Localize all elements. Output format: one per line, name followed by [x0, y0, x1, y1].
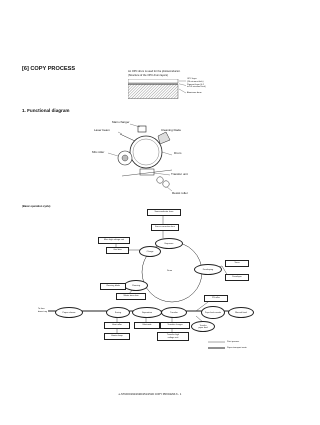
node-charge: Charge — [139, 246, 161, 257]
opc-layer-label4: to 0.3 microns thick) — [187, 86, 206, 88]
label-drum: Drum — [174, 151, 182, 155]
opc-caption-line1: An OPC drum is used for the photoconductor. — [128, 70, 181, 73]
node-fusing: Fusing — [106, 307, 130, 318]
node-separation: Separation — [132, 307, 162, 318]
box-ps-roller: PS roller — [204, 295, 228, 302]
box-heater-lamp: Heater lamp — [104, 333, 130, 340]
label-to-face-down-2: down tray — [38, 311, 48, 313]
label-main-charger: Main charger — [112, 120, 130, 124]
legend-print-process: Print process — [227, 341, 240, 343]
box-main-high-voltage: Main high voltage unit — [98, 237, 130, 244]
opc-caption-line2: (Structure of the OPC drum layers) — [128, 73, 169, 77]
label-cleaning-blade: Cleaning blade — [161, 128, 182, 132]
box-toner: Toner — [225, 260, 249, 267]
label-resist-roller: Resist roller — [172, 191, 188, 195]
node-cleaning: Cleaning — [124, 280, 148, 291]
box-heat-roller: Heat roller — [104, 322, 130, 329]
transfer-paper-feed-line1: Transfer — [199, 324, 207, 327]
legend-paper-transport: Paper transport route — [227, 347, 247, 349]
page-footer: e-STUDIO162/162D/151/151D COPY PROCESS 6 - 1 — [118, 393, 182, 396]
opc-layer-label2: (20 microns thick) — [187, 80, 204, 83]
node-manual-feed: Manual feed — [228, 307, 254, 318]
box-electrode: Electrode — [134, 322, 160, 329]
node-paper-release: Paper release — [55, 307, 83, 318]
label-cycle-drum: Drum — [167, 270, 173, 272]
cycle-caption: (Basic operation cycle) — [22, 205, 51, 208]
box-waste-toner-box: Waste toner box — [116, 293, 146, 300]
opc-layer-label5: Aluminum drum — [187, 91, 202, 94]
transfer-high-voltage-line2: voltage unit — [167, 336, 179, 339]
functional-diagram-heading: 1. Functional diagram — [22, 108, 70, 113]
transfer-high-voltage-line1: Transfer high — [166, 334, 180, 337]
node-paper-feed-cassette: Paper feed cassette — [201, 306, 225, 319]
box-transfer-charger: Transfer charger — [160, 322, 190, 329]
opc-layer-label1: OPC layer — [187, 78, 197, 80]
label-laser-beam: Laser beam — [94, 128, 110, 132]
label-transfer-unit: Transfer unit — [171, 172, 188, 176]
box-semiconductor-laser: Semiconductor laser — [147, 209, 181, 216]
node-exposure: Exposure — [155, 238, 183, 249]
box-focus-correction-lens: Focus correction lens — [151, 224, 179, 231]
label-to-face-down-1: To face — [38, 308, 45, 310]
box-cleaning-blade: Cleaning blade — [100, 283, 126, 290]
transfer-paper-feed-line2: paper feed — [198, 326, 208, 329]
opc-layer-label3: Pigment layer (0.2 — [187, 83, 204, 86]
box-grid-bias: Grid bias — [106, 247, 129, 254]
section-title: [6] COPY PROCESS — [22, 66, 76, 72]
box-transfer-high-voltage — [157, 332, 189, 341]
box-developer: Developer — [225, 274, 249, 281]
label-mg-roller: MG roller — [92, 150, 105, 154]
node-transfer: Transfer — [161, 307, 187, 318]
node-transfer-paper-feed — [191, 321, 215, 332]
node-developing: Developing — [194, 264, 222, 275]
